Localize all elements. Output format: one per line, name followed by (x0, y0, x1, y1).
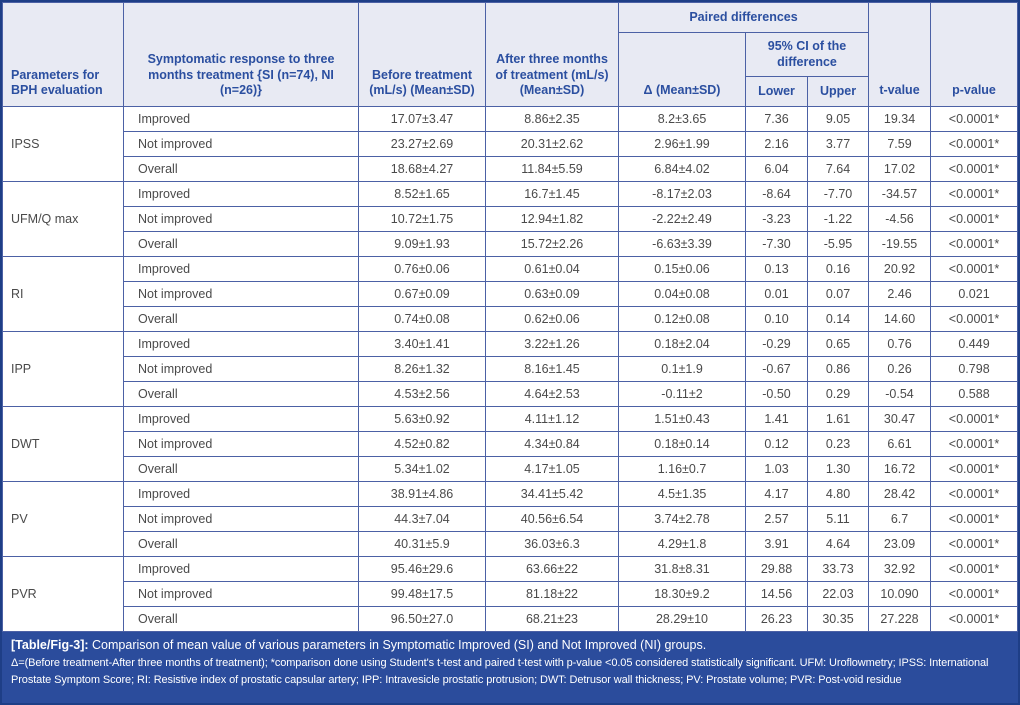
table-row (3, 282, 1018, 307)
col-header-after: After three months of treatment (mL/s) (Mean±SD) (486, 3, 619, 107)
table-row (3, 332, 1018, 357)
cell-p: <0.0001* (931, 207, 1018, 232)
cell-p: 0.449 (931, 332, 1018, 357)
cell-t: 32.92 (869, 557, 931, 582)
table-row (3, 457, 1018, 482)
cell-lower: 2.16 (746, 132, 808, 157)
cell-t: 14.60 (869, 307, 931, 332)
cell-before: 8.26±1.32 (359, 357, 486, 382)
cell-after: 40.56±6.54 (486, 507, 619, 532)
cell-delta: 28.29±10 (619, 607, 746, 632)
cell-t: -4.56 (869, 207, 931, 232)
cell-after: 15.72±2.26 (486, 232, 619, 257)
table-row (3, 557, 1018, 582)
cell-delta: 0.15±0.06 (619, 257, 746, 282)
cell-lower: 1.03 (746, 457, 808, 482)
cell-t: 17.02 (869, 157, 931, 182)
cell-before: 99.48±17.5 (359, 582, 486, 607)
cell-response: Overall (124, 532, 359, 557)
cell-p: <0.0001* (931, 557, 1018, 582)
table-row (3, 607, 1018, 632)
cell-upper: 1.61 (808, 407, 869, 432)
cell-t: 16.72 (869, 457, 931, 482)
table-header (3, 3, 1018, 107)
cell-p: <0.0001* (931, 407, 1018, 432)
cell-p: <0.0001* (931, 607, 1018, 632)
cell-delta: 4.29±1.8 (619, 532, 746, 557)
cell-after: 4.64±2.53 (486, 382, 619, 407)
cell-t: 7.59 (869, 132, 931, 157)
table-row (3, 357, 1018, 382)
cell-lower: 0.12 (746, 432, 808, 457)
cell-after: 12.94±1.82 (486, 207, 619, 232)
cell-before: 5.34±1.02 (359, 457, 486, 482)
table-row (3, 432, 1018, 457)
col-header-95ci: 95% CI of the difference (746, 33, 869, 77)
cell-delta: 0.1±1.9 (619, 357, 746, 382)
cell-upper: 0.29 (808, 382, 869, 407)
cell-p: <0.0001* (931, 482, 1018, 507)
parameter-cell: UFM/Q max (3, 182, 124, 257)
parameter-cell: PV (3, 482, 124, 557)
cell-before: 0.76±0.06 (359, 257, 486, 282)
parameter-cell: DWT (3, 407, 124, 482)
cell-p: <0.0001* (931, 257, 1018, 282)
cell-before: 40.31±5.9 (359, 532, 486, 557)
cell-after: 4.34±0.84 (486, 432, 619, 457)
cell-before: 4.52±0.82 (359, 432, 486, 457)
cell-p: 0.588 (931, 382, 1018, 407)
cell-upper: 4.80 (808, 482, 869, 507)
cell-upper: 0.86 (808, 357, 869, 382)
cell-before: 5.63±0.92 (359, 407, 486, 432)
cell-upper: -5.95 (808, 232, 869, 257)
cell-lower: 0.10 (746, 307, 808, 332)
cell-delta: -0.11±2 (619, 382, 746, 407)
cell-response: Improved (124, 182, 359, 207)
table-row (3, 107, 1018, 132)
cell-after: 36.03±6.3 (486, 532, 619, 557)
cell-lower: 0.13 (746, 257, 808, 282)
caption-label: [Table/Fig-3]: (11, 638, 89, 652)
cell-after: 16.7±1.45 (486, 182, 619, 207)
cell-lower: 14.56 (746, 582, 808, 607)
cell-response: Overall (124, 307, 359, 332)
cell-t: -0.54 (869, 382, 931, 407)
cell-t: 10.090 (869, 582, 931, 607)
cell-lower: 7.36 (746, 107, 808, 132)
cell-before: 23.27±2.69 (359, 132, 486, 157)
table-row (3, 407, 1018, 432)
cell-delta: 18.30±9.2 (619, 582, 746, 607)
col-header-parameters: Parameters for BPH evaluation (3, 3, 124, 107)
col-header-response: Symptomatic response to three months treatment {SI (n=74), NI (n=26)} (124, 3, 359, 107)
cell-before: 4.53±2.56 (359, 382, 486, 407)
cell-after: 8.86±2.35 (486, 107, 619, 132)
cell-upper: 3.77 (808, 132, 869, 157)
cell-lower: 1.41 (746, 407, 808, 432)
cell-after: 4.17±1.05 (486, 457, 619, 482)
cell-upper: 5.11 (808, 507, 869, 532)
table-row (3, 182, 1018, 207)
cell-before: 95.46±29.6 (359, 557, 486, 582)
comparison-table (2, 2, 1018, 632)
cell-response: Not improved (124, 432, 359, 457)
cell-lower: 3.91 (746, 532, 808, 557)
cell-before: 96.50±27.0 (359, 607, 486, 632)
cell-response: Not improved (124, 582, 359, 607)
cell-p: <0.0001* (931, 432, 1018, 457)
cell-delta: 2.96±1.99 (619, 132, 746, 157)
cell-response: Not improved (124, 357, 359, 382)
cell-after: 34.41±5.42 (486, 482, 619, 507)
col-header-t-value: t-value (869, 3, 931, 107)
cell-t: 6.61 (869, 432, 931, 457)
cell-delta: 1.16±0.7 (619, 457, 746, 482)
cell-before: 0.74±0.08 (359, 307, 486, 332)
cell-response: Overall (124, 607, 359, 632)
col-header-upper: Upper (808, 77, 869, 107)
cell-response: Improved (124, 557, 359, 582)
cell-response: Not improved (124, 282, 359, 307)
cell-lower: 26.23 (746, 607, 808, 632)
col-header-delta: Δ (Mean±SD) (619, 33, 746, 107)
cell-lower: -3.23 (746, 207, 808, 232)
cell-t: -19.55 (869, 232, 931, 257)
cell-t: 27.228 (869, 607, 931, 632)
cell-delta: 4.5±1.35 (619, 482, 746, 507)
cell-response: Improved (124, 257, 359, 282)
cell-after: 0.63±0.09 (486, 282, 619, 307)
cell-response: Overall (124, 232, 359, 257)
cell-response: Improved (124, 482, 359, 507)
cell-upper: 33.73 (808, 557, 869, 582)
cell-after: 11.84±5.59 (486, 157, 619, 182)
cell-t: -34.57 (869, 182, 931, 207)
cell-t: 0.26 (869, 357, 931, 382)
cell-p: <0.0001* (931, 307, 1018, 332)
table-row (3, 532, 1018, 557)
cell-upper: 7.64 (808, 157, 869, 182)
cell-p: <0.0001* (931, 507, 1018, 532)
cell-after: 68.21±23 (486, 607, 619, 632)
cell-lower: -0.50 (746, 382, 808, 407)
cell-response: Not improved (124, 132, 359, 157)
cell-before: 18.68±4.27 (359, 157, 486, 182)
cell-p: <0.0001* (931, 157, 1018, 182)
cell-after: 3.22±1.26 (486, 332, 619, 357)
cell-delta: 8.2±3.65 (619, 107, 746, 132)
cell-response: Not improved (124, 207, 359, 232)
cell-before: 9.09±1.93 (359, 232, 486, 257)
cell-lower: 0.01 (746, 282, 808, 307)
cell-delta: 6.84±4.02 (619, 157, 746, 182)
table-row (3, 582, 1018, 607)
cell-delta: 0.18±0.14 (619, 432, 746, 457)
cell-p: <0.0001* (931, 457, 1018, 482)
cell-p: <0.0001* (931, 182, 1018, 207)
col-header-p-value: p-value (931, 3, 1018, 107)
cell-upper: 22.03 (808, 582, 869, 607)
table-row (3, 382, 1018, 407)
cell-lower: 29.88 (746, 557, 808, 582)
cell-p: <0.0001* (931, 232, 1018, 257)
cell-upper: 0.16 (808, 257, 869, 282)
caption-title: Comparison of mean value of various parameters in Symptomatic Improved (SI) and Not Improved (NI) groups. (92, 638, 707, 652)
col-header-paired-differences: Paired differences (619, 3, 869, 33)
cell-upper: 30.35 (808, 607, 869, 632)
cell-t: 19.34 (869, 107, 931, 132)
cell-t: 6.7 (869, 507, 931, 532)
cell-before: 44.3±7.04 (359, 507, 486, 532)
cell-delta: -8.17±2.03 (619, 182, 746, 207)
cell-t: 0.76 (869, 332, 931, 357)
cell-lower: 4.17 (746, 482, 808, 507)
cell-upper: 0.23 (808, 432, 869, 457)
cell-p: <0.0001* (931, 107, 1018, 132)
cell-response: Overall (124, 382, 359, 407)
cell-before: 10.72±1.75 (359, 207, 486, 232)
cell-lower: 2.57 (746, 507, 808, 532)
cell-upper: 1.30 (808, 457, 869, 482)
col-header-before: Before treatment (mL/s) (Mean±SD) (359, 3, 486, 107)
cell-t: 20.92 (869, 257, 931, 282)
cell-after: 20.31±2.62 (486, 132, 619, 157)
table-row (3, 132, 1018, 157)
cell-delta: 0.04±0.08 (619, 282, 746, 307)
cell-upper: 4.64 (808, 532, 869, 557)
cell-upper: -7.70 (808, 182, 869, 207)
cell-p: <0.0001* (931, 582, 1018, 607)
cell-after: 0.61±0.04 (486, 257, 619, 282)
cell-t: 2.46 (869, 282, 931, 307)
cell-response: Improved (124, 107, 359, 132)
cell-upper: 9.05 (808, 107, 869, 132)
cell-response: Improved (124, 407, 359, 432)
cell-delta: 1.51±0.43 (619, 407, 746, 432)
table-row (3, 232, 1018, 257)
cell-t: 28.42 (869, 482, 931, 507)
cell-lower: -0.67 (746, 357, 808, 382)
parameter-cell: RI (3, 257, 124, 332)
cell-response: Overall (124, 457, 359, 482)
cell-t: 23.09 (869, 532, 931, 557)
caption-title-line (11, 638, 1009, 652)
cell-lower: -8.64 (746, 182, 808, 207)
cell-after: 0.62±0.06 (486, 307, 619, 332)
cell-upper: 0.65 (808, 332, 869, 357)
figure-caption (2, 632, 1018, 703)
cell-delta: 3.74±2.78 (619, 507, 746, 532)
cell-response: Improved (124, 332, 359, 357)
cell-upper: 0.14 (808, 307, 869, 332)
cell-lower: -0.29 (746, 332, 808, 357)
cell-delta: -6.63±3.39 (619, 232, 746, 257)
parameter-cell: IPP (3, 332, 124, 407)
table-row (3, 507, 1018, 532)
cell-lower: -7.30 (746, 232, 808, 257)
cell-upper: 0.07 (808, 282, 869, 307)
table-row (3, 207, 1018, 232)
cell-upper: -1.22 (808, 207, 869, 232)
cell-p: <0.0001* (931, 132, 1018, 157)
cell-lower: 6.04 (746, 157, 808, 182)
cell-delta: 0.18±2.04 (619, 332, 746, 357)
cell-delta: 0.12±0.08 (619, 307, 746, 332)
cell-after: 4.11±1.12 (486, 407, 619, 432)
cell-response: Overall (124, 157, 359, 182)
cell-before: 17.07±3.47 (359, 107, 486, 132)
cell-before: 8.52±1.65 (359, 182, 486, 207)
cell-response: Not improved (124, 507, 359, 532)
cell-p: 0.021 (931, 282, 1018, 307)
cell-p: <0.0001* (931, 532, 1018, 557)
cell-after: 81.18±22 (486, 582, 619, 607)
table-body (3, 107, 1018, 632)
cell-delta: -2.22±2.49 (619, 207, 746, 232)
cell-before: 0.67±0.09 (359, 282, 486, 307)
cell-after: 63.66±22 (486, 557, 619, 582)
table-row (3, 257, 1018, 282)
cell-delta: 31.8±8.31 (619, 557, 746, 582)
table-row (3, 482, 1018, 507)
table-row (3, 307, 1018, 332)
table-row (3, 157, 1018, 182)
parameter-cell: PVR (3, 557, 124, 632)
parameter-cell: IPSS (3, 107, 124, 182)
cell-p: 0.798 (931, 357, 1018, 382)
cell-t: 30.47 (869, 407, 931, 432)
col-header-lower: Lower (746, 77, 808, 107)
cell-after: 8.16±1.45 (486, 357, 619, 382)
cell-before: 38.91±4.86 (359, 482, 486, 507)
header-row-1 (3, 3, 1018, 33)
cell-before: 3.40±1.41 (359, 332, 486, 357)
caption-notes: Δ=(Before treatment-After three months of treatment); *comparison done using Student's t-test and paired t-test with p-value <0.05 considered statistically significant. UFM: Uroflowmetry; IPSS: International Prostate Symptom Score; RI: Resistive index of prostatic capsular artery; IPP: Intravesicle prostatic protrusion; DWT: Detrusor wall thickness; PV: Prostate volume; PVR: Post-void residue (11, 657, 989, 686)
